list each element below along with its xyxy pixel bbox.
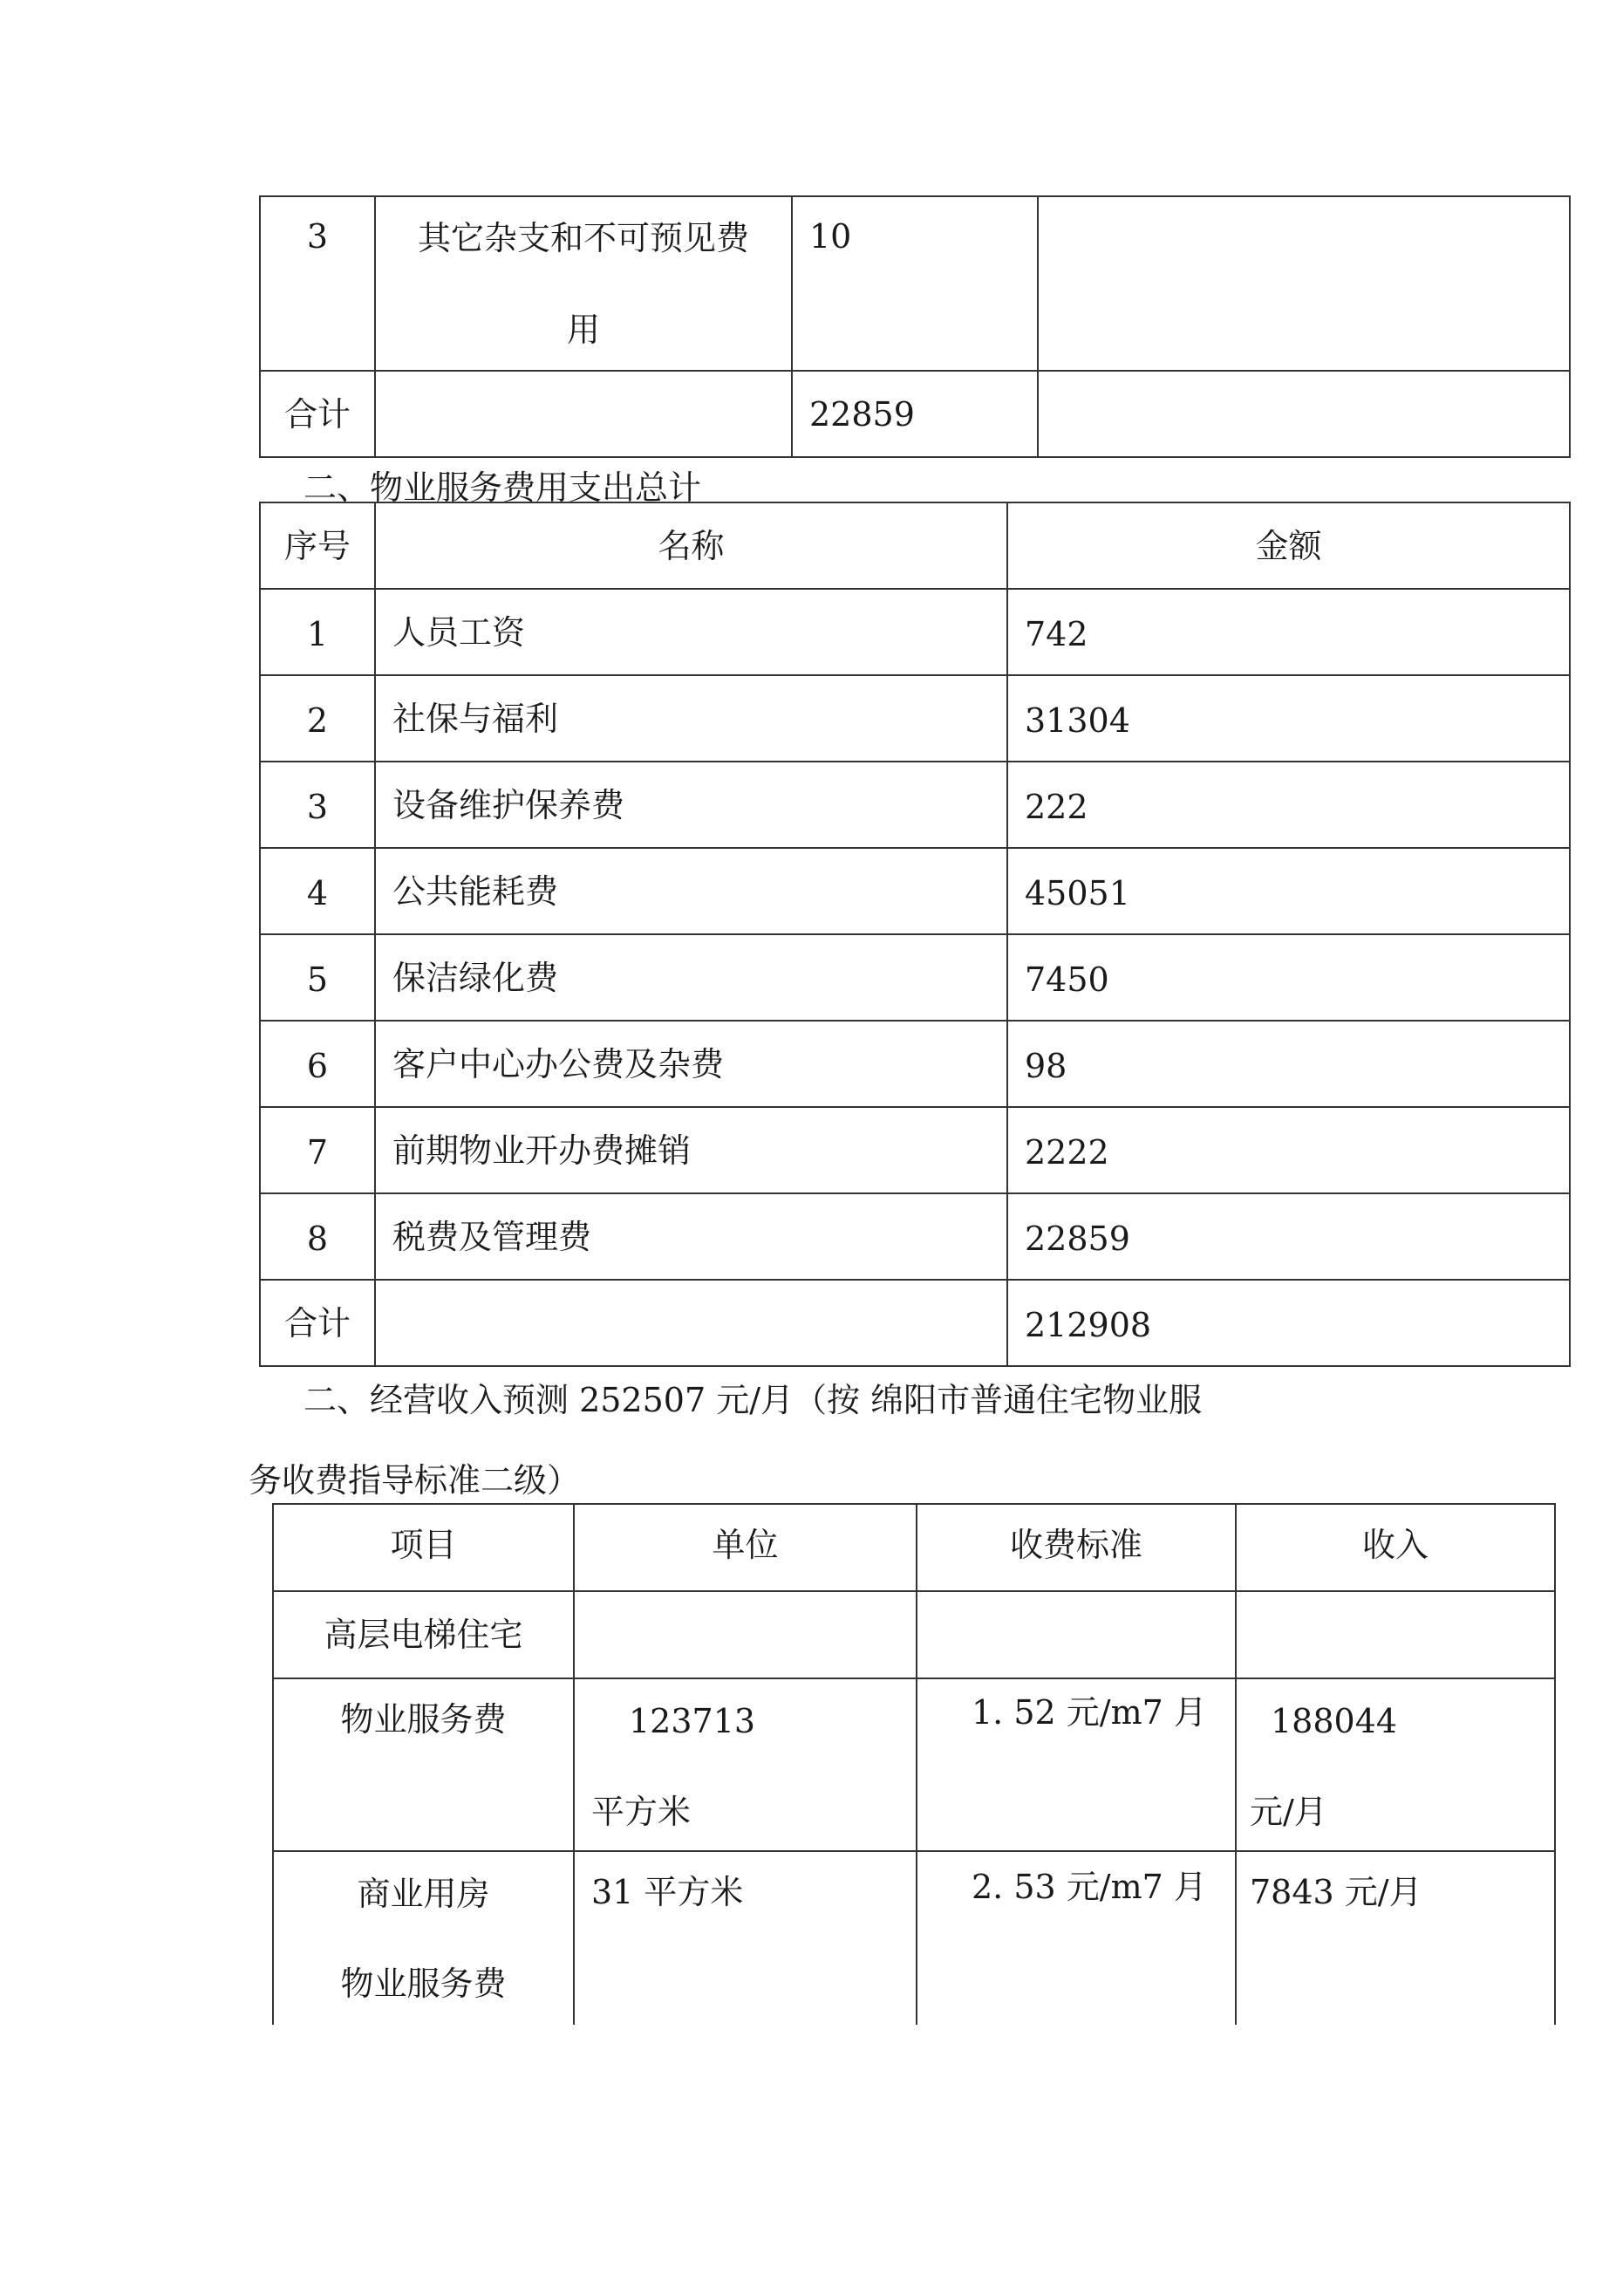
table-row: 7 前期物业开办费摊销 2222	[260, 1107, 1570, 1193]
header-no: 序号	[260, 502, 375, 589]
table-row	[260, 196, 1570, 371]
unit-line1: 123713	[629, 1702, 756, 1740]
section-title-income-line1: 二、经营收入预测 252507 元/月（按 绵阳市普通住宅物业服	[303, 1381, 1203, 1419]
table-row: 5 保洁绿化费 7450	[260, 934, 1570, 1021]
header-unit: 单位	[574, 1504, 917, 1591]
item-line2: 物业服务费	[340, 1965, 507, 2003]
header-rate: 收费标准	[917, 1504, 1236, 1591]
total-row: 合计 212908	[260, 1280, 1570, 1366]
table-row: 2 社保与福利 31304	[260, 675, 1570, 762]
header-income: 收入	[1236, 1504, 1555, 1591]
header-item: 项目	[273, 1504, 574, 1591]
table-row: 6 客户中心办公费及杂费 98	[260, 1021, 1570, 1107]
table-row: 1 人员工资 742	[260, 589, 1570, 675]
table-header-row	[260, 502, 1570, 589]
note-cell	[1038, 196, 1570, 371]
note-cell	[1038, 371, 1570, 457]
item-name-cell	[375, 371, 792, 457]
table-row: 8 税费及管理费 22859	[260, 1193, 1570, 1280]
item-name-line2: 用	[566, 311, 600, 349]
section-title-income-line2: 务收费指导标准二级）	[249, 1461, 581, 1500]
header-name: 名称	[375, 502, 1007, 589]
item-line1: 商业用房	[357, 1875, 490, 1913]
income-line1: 188044	[1271, 1702, 1398, 1740]
table-row: 3 设备维护保养费 222	[260, 762, 1570, 848]
row-number-cell: 3	[260, 196, 375, 371]
total-row	[260, 371, 1570, 457]
income-line2: 元/月	[1250, 1793, 1327, 1831]
table-row: 物业服务费 123713 平方米 1. 52 元/m7 月 188044 元/月	[273, 1678, 1555, 1851]
income-table	[272, 1503, 1556, 2025]
item-name-line1: 其它杂支和不可预见费	[417, 219, 749, 257]
table-row: 高层电梯住宅	[273, 1591, 1555, 1678]
header-amount: 金额	[1007, 502, 1570, 589]
table-header-row	[273, 1504, 1555, 1591]
amount-cell: 10	[792, 196, 1038, 371]
section-title-expense: 二、物业服务费用支出总计	[303, 468, 702, 507]
item-name-cell	[375, 196, 792, 371]
expense-table	[259, 502, 1571, 1367]
total-amount-cell: 22859	[792, 371, 1038, 457]
cost-table-continued	[259, 195, 1571, 458]
table-row: 4 公共能耗费 45051	[260, 848, 1570, 934]
unit-line2: 平方米	[591, 1793, 692, 1831]
table-row: 商业用房 物业服务费 31 平方米 2. 53 元/m7 月 7843 元/月	[273, 1851, 1555, 2025]
total-label-cell: 合计	[260, 371, 375, 457]
